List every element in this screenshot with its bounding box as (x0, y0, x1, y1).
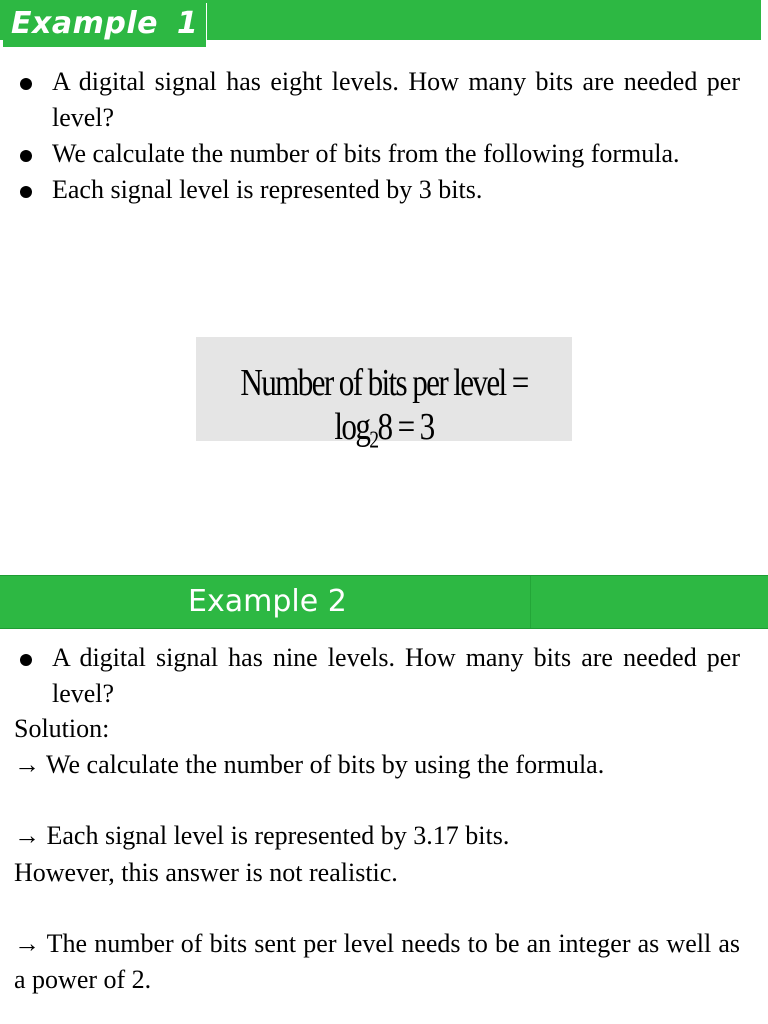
formula-lhs: Number of bits per level = log (240, 362, 528, 448)
solution-step-result: → Each signal level is represented by 3.17 bits. (14, 821, 510, 850)
formula-rhs: 8 = 3 (377, 406, 434, 448)
list-item (0, 172, 740, 208)
formula-image (196, 337, 572, 454)
example2-title: Example 2 (188, 584, 347, 619)
example1-header-tab (3, 3, 207, 48)
header-divider (530, 576, 531, 628)
solution-step-formula: → We calculate the number of bits by using the formula. (14, 750, 605, 779)
bullet-icon (20, 78, 32, 90)
bullet-icon (20, 186, 32, 198)
bullet-icon (20, 150, 32, 162)
solution-label: Solution: (14, 714, 110, 743)
bullet-text: A digital signal has eight levels. How many bits are needed per level? (52, 67, 740, 132)
bullet-text: A digital signal has nine levels. How many bits are needed per level? (52, 643, 740, 708)
formula-log-base: 2 (369, 427, 378, 454)
example2-bullet-list (0, 640, 740, 712)
formula-text (230, 361, 538, 455)
solution-note: However, this answer is not realistic. (14, 858, 398, 887)
list-item (0, 64, 740, 136)
example2-header-bar (0, 575, 768, 629)
example1-bullet-list (0, 64, 740, 208)
bullet-icon (20, 654, 32, 666)
bullet-text: We calculate the number of bits from the following formula. (52, 139, 680, 168)
list-item (0, 136, 740, 172)
solution-conclusion: → The number of bits sent per level needs to be an integer as well as a power of 2. (14, 929, 740, 994)
list-item (0, 640, 740, 712)
bullet-text: Each signal level is represented by 3 bits. (52, 175, 483, 204)
example1-title: Example 1 (11, 6, 199, 41)
